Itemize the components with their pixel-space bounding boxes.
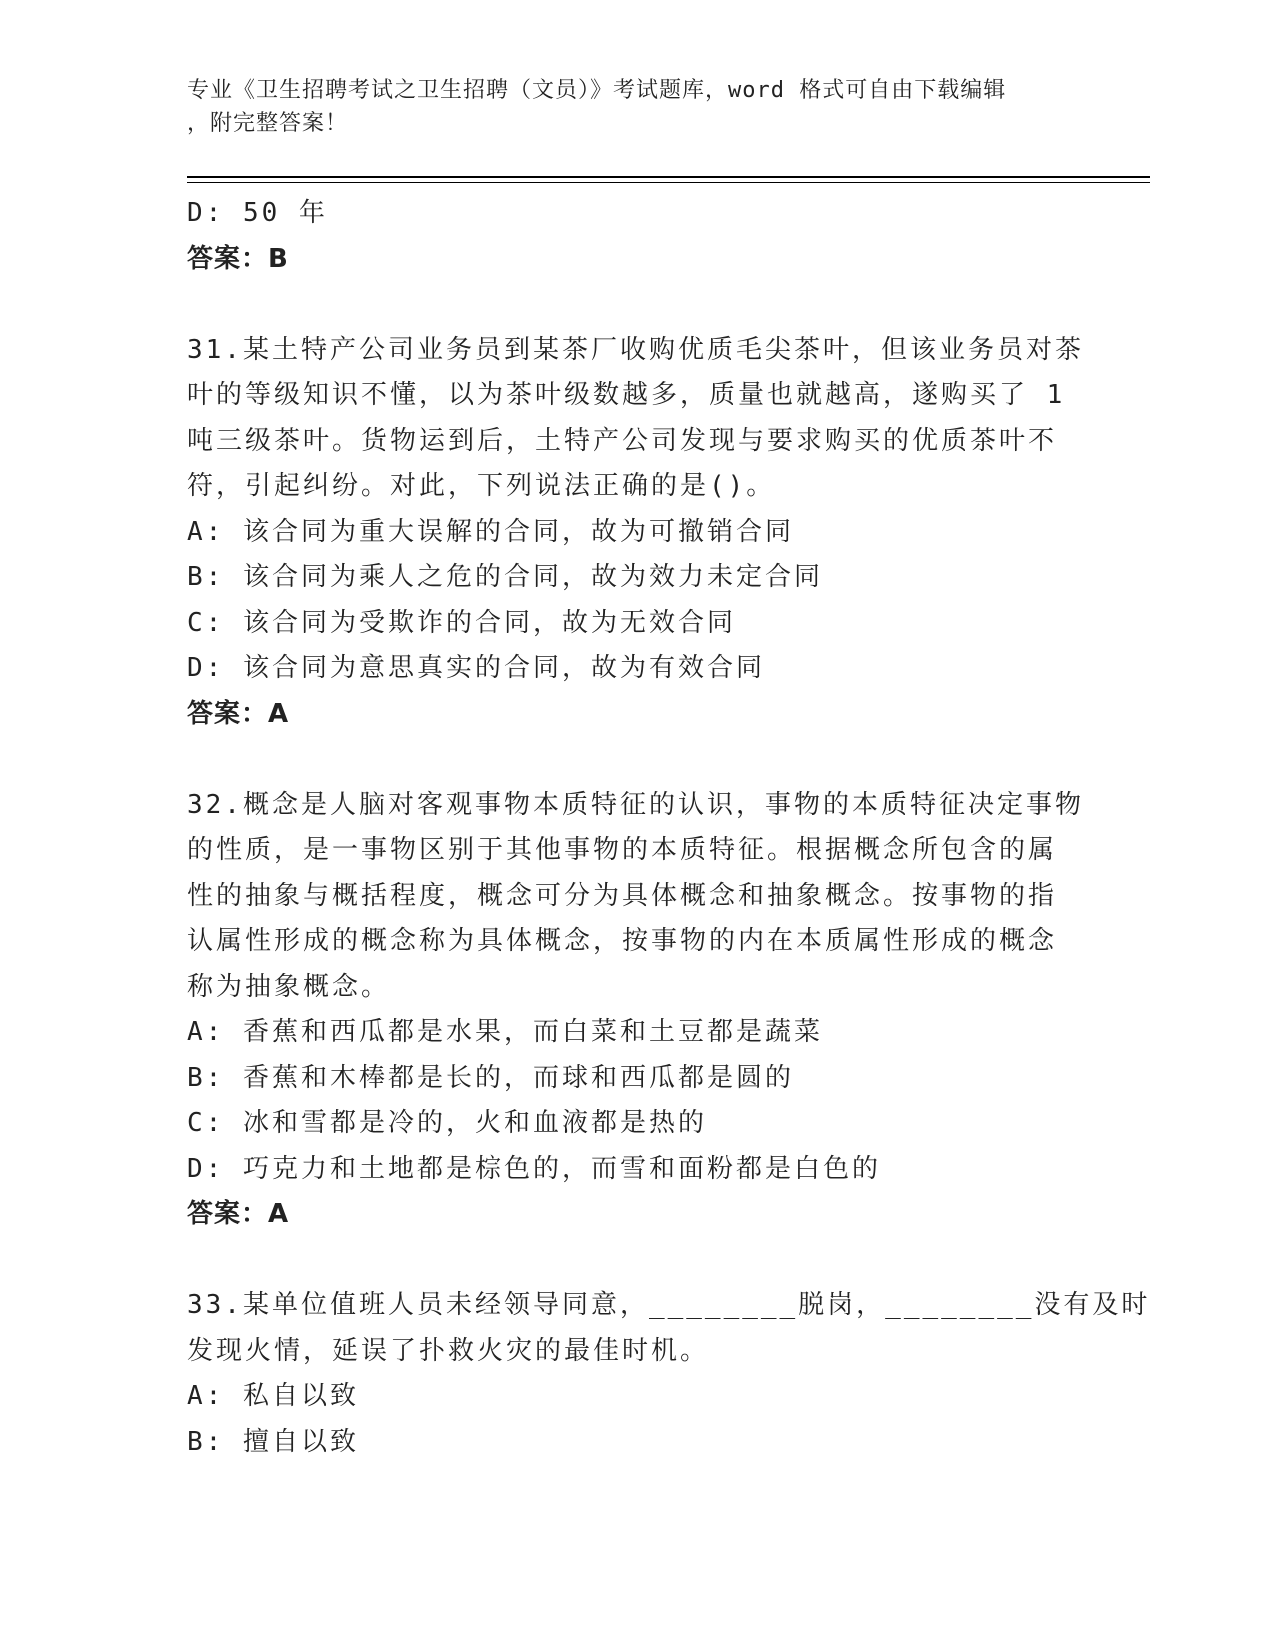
spacer (187, 737, 1087, 783)
header-line-1: 专业《卫生招聘考试之卫生招聘（文员）》考试题库，word 格式可自由下载编辑 (187, 78, 1007, 103)
option-c: C: 该合同为受欺诈的合同，故为无效合同 (187, 607, 736, 638)
document-body (187, 191, 1151, 1465)
question-text-line: 发现火情，延误了扑救火灾的最佳时机。 (187, 1335, 710, 1366)
question-text-line: 的性质，是一事物区别于其他事物的本质特征。根据概念所包含的属 (187, 835, 1058, 865)
question-31 (187, 328, 1087, 738)
question-text-line: 32.概念是人脑对客观事物本质特征的认识，事物的本质特征决定事物 (187, 789, 1084, 820)
header-divider-thick (187, 176, 1150, 178)
prev-option-d: D: 50 年 (187, 198, 328, 228)
document-header (187, 74, 1067, 140)
spacer (187, 282, 1087, 328)
prev-answer: 答案：B (187, 243, 289, 274)
option-d: D: 该合同为意思真实的合同，故为有效合同 (187, 653, 765, 683)
question-text-line: 33.某单位值班人员未经领导同意，________脱岗，________没有及时 (187, 1290, 1151, 1320)
question-text-line: 符，引起纠纷。对此，下列说法正确的是()。 (187, 471, 776, 501)
question-33 (187, 1283, 1151, 1465)
answer: 答案：A (187, 698, 290, 729)
option-a: A: 香蕉和西瓜都是水果，而白菜和土豆都是蔬菜 (187, 1017, 823, 1047)
option-c: C: 冰和雪都是冷的，火和血液都是热的 (187, 1108, 707, 1138)
option-a: A: 私自以致 (187, 1381, 359, 1411)
header-line-2: ，附完整答案！ (187, 111, 349, 136)
question-text-line: 性的抽象与概括程度，概念可分为具体概念和抽象概念。按事物的指 (187, 880, 1058, 911)
question-text-line: 认属性形成的概念称为具体概念，按事物的内在本质属性形成的概念 (187, 926, 1058, 956)
question-text-line: 称为抽象概念。 (187, 971, 391, 1002)
header-divider-thin (187, 182, 1150, 183)
option-b: B: 香蕉和木棒都是长的，而球和西瓜都是圆的 (187, 1062, 794, 1093)
option-b: B: 擅自以致 (187, 1426, 359, 1457)
question-text-line: 31.某土特产公司业务员到某茶厂收购优质毛尖茶叶，但该业务员对茶 (187, 334, 1084, 365)
question-text-line: 吨三级茶叶。货物运到后，土特产公司发现与要求购买的优质茶叶不 (187, 425, 1058, 456)
question-32 (187, 783, 1087, 1238)
answer: 答案：A (187, 1199, 290, 1229)
option-d: D: 巧克力和土地都是棕色的，而雪和面粉都是白色的 (187, 1153, 881, 1184)
question-text-line: 叶的等级知识不懂，以为茶叶级数越多，质量也就越高，遂购买了 1 (187, 380, 1066, 410)
option-b: B: 该合同为乘人之危的合同，故为效力未定合同 (187, 562, 823, 592)
option-a: A: 该合同为重大误解的合同，故为可撤销合同 (187, 516, 794, 547)
spacer (187, 1238, 1087, 1284)
